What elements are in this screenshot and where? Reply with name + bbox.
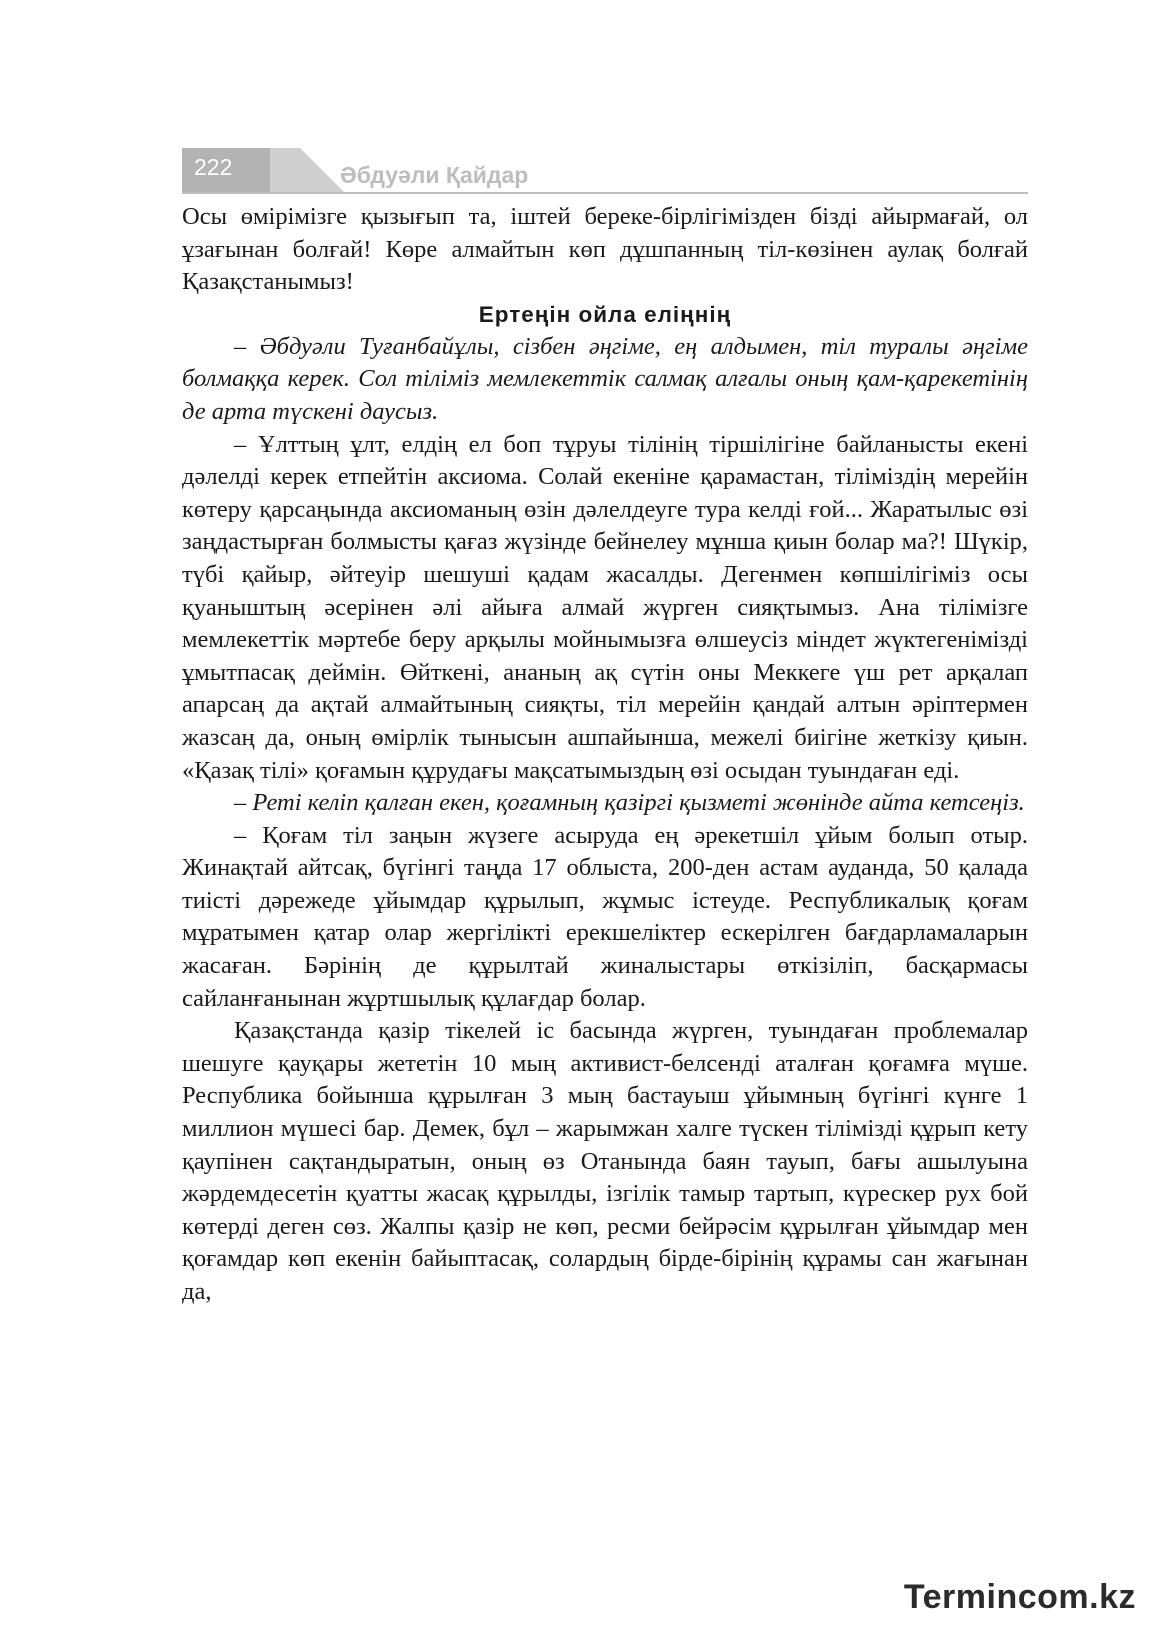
- watermark-logo: Termincom.kz: [903, 1578, 1136, 1616]
- running-title: Әбдуәли Қайдар: [340, 162, 529, 188]
- interview-answer: – Қоғам тіл заңын жүзеге асыруда ең әрекетшіл ұйым болып отыр. Жинақтай айтсақ, бүгінгі таңда 17 облыста, 200-ден астам ауданда, 50 қалада тиісті дәрежеде ұйымдар құрылып, жұмыс істеуде. Республикалық қоғам мұратымен қатар олар жергілікті ерекшеліктер ескерілген бағдарламаларын жасаған. Бәрінің де құрылтай жиналыстары өткізіліп, басқармасы сайланғанынан жұртшылық құлағдар болар.: [182, 821, 1028, 1012]
- interview-question: – Әбдуәли Туғанбайұлы, сізбен әңгіме, ең алдымен, тіл туралы әңгіме болмаққа керек. Сол тіліміз мемлекеттік салмақ алғалы оның қам-қарекетінің де арта түскені даусыз.: [182, 332, 1028, 425]
- page-header: [182, 148, 1028, 194]
- page-body: [182, 201, 1028, 1309]
- paragraph: Қазақстанда қазір тікелей іс басында жүрген, туындаған проблемалар шешуге қауқары жететін 10 мың активист-белсенді аталған қоғамға мүше. Республика бойынша құрылған 3 мың бастауыш ұйымның бүгінгі күнге 1 миллион мүшесі бар. Демек, бұл – жарымжан халге түскен тілімізді құрып кету қаупінен сақтандыратын, оның өз Отанында баян тауып, бағы ашылуына жәрдемдесетін қуатты жасақ құрылды, ізгілік тамыр тартып, күрескер рух бой көтерді деген сөз. Жалпы қазір не көп, ресми бейрәсім құрылған ұйымдар мен қоғамдар көп екенін байыптасақ, солардың бірде-бірінің құрамы сан жағынан да,: [182, 1017, 1028, 1305]
- paragraph: Осы өмірімізге қызығып та, іштей береке-бірлігімізден бізді айырмағай, ол ұзағынан болғай! Көре алмайтын көп дұшпанның тіл-көзінен аулақ болғай Қазақстанымыз!: [182, 203, 1028, 296]
- interview-answer: – Ұлттың ұлт, елдің ел боп тұруы тілінің тіршілігіне байланысты екені дәлелді керек етпейтін аксиома. Солай екеніне қарамастан, тіліміздің мерейін көтеру қарсаңында аксиоманың өзін дәлелдеуге тура келді ғой... Жаратылыс өзі заңдастырған болмысты қағаз жүзінде бейнелеу мұнша қиын болар ма?! Шүкір, түбі қайыр, әйтеуір шешуші қадам жасалды. Дегенмен көпшілігіміз осы қуаныштың әсерінен әлі айыға алмай жүрген сияқтымыз. Ана тілімізге мемлекеттік мәртебе беру арқылы мойнымызға өлшеусіз міндет жүктегенімізді ұмытпасақ деймін. Өйткені, ананың ақ сүтін оны Меккеге үш рет арқалап апарсаң да ақтай алмайтының сияқты, тіл мерейін қандай алтын әріптермен жазсаң да, оның өмірлік тынысын ашпайынша, межелі биігіне жеткізу қиын. «Қазақ тілі» қоғамын құрудағы мақсатымыздың өзі осыдан туындаған еді.: [182, 430, 1028, 784]
- page-number: 222: [194, 154, 233, 180]
- header-rule: [182, 192, 1028, 194]
- section-heading: Ертеңін ойла елiңнің: [478, 301, 732, 327]
- interview-question: – Реті келіп қалған екен, қоғамның қазіргі қызметі жөнінде айта кетсеңіз.: [234, 789, 1025, 817]
